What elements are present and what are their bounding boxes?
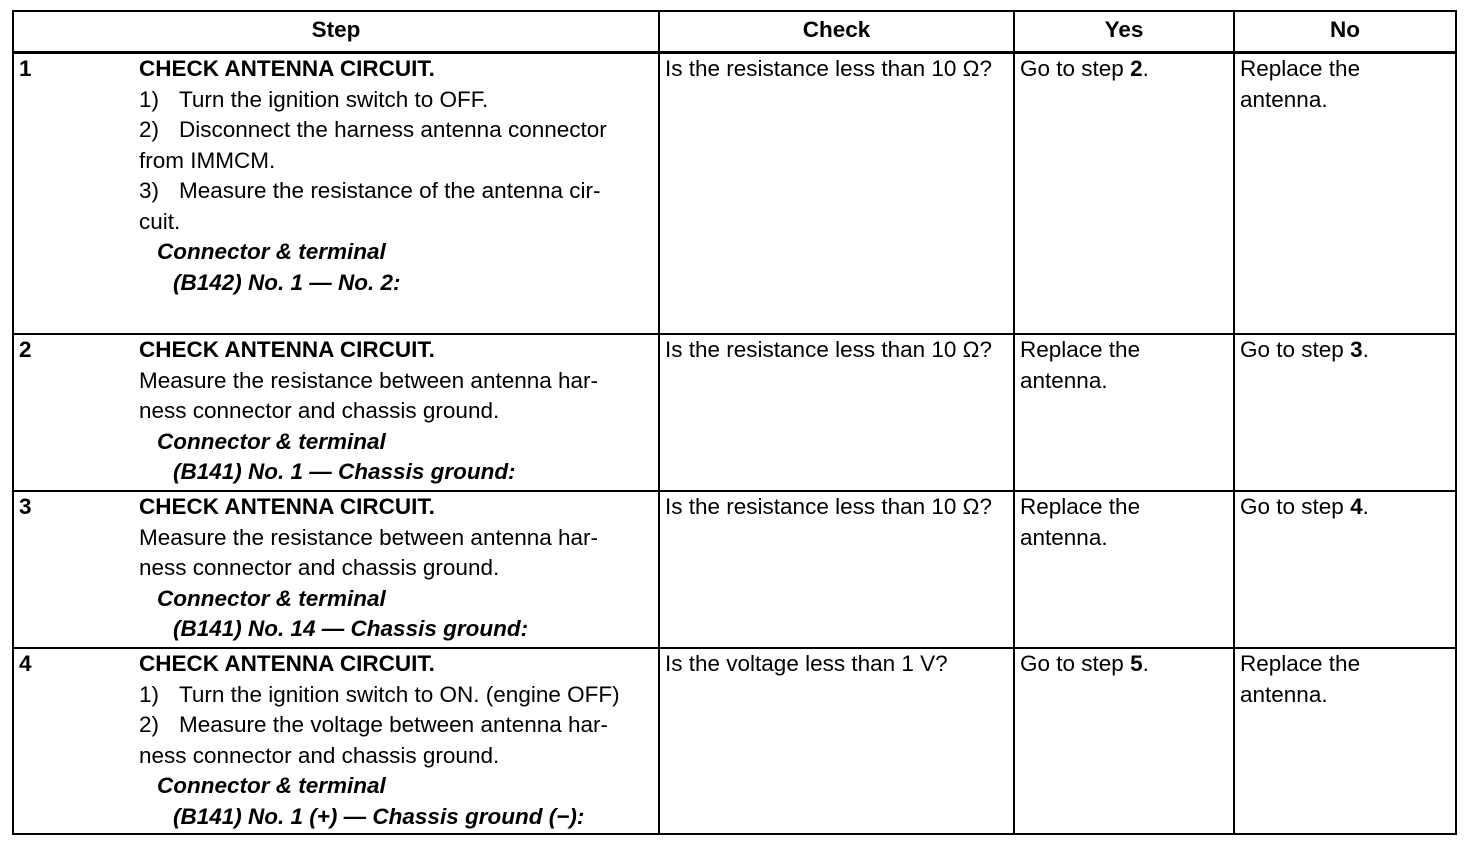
table-row xyxy=(13,648,1456,834)
instruction-line: 3) Measure the resistance of the antenna cir- xyxy=(139,178,601,203)
instruction-line: from IMMCM. xyxy=(139,147,276,173)
step-title: CHECK ANTENNA CIRCUIT. xyxy=(139,337,435,362)
step-cell xyxy=(13,491,659,648)
connector-label: Connector & terminal xyxy=(157,773,386,798)
step-title: CHECK ANTENNA CIRCUIT. xyxy=(139,56,435,81)
header-step: Step xyxy=(13,11,659,53)
instruction-line: Measure the resistance between antenna har- xyxy=(139,367,599,393)
connector-value: (B142) No. 1 — No. 2: xyxy=(173,269,401,295)
step-cell xyxy=(13,648,659,834)
instruction-line: ness connector and chassis ground. xyxy=(139,555,500,580)
check-cell: Is the resistance less than 10 Ω? xyxy=(659,491,1014,648)
step-number: 1 xyxy=(19,56,32,81)
yes-cell: Replace the antenna. xyxy=(1014,334,1234,491)
instruction-line: Measure the resistance between antenna har- xyxy=(139,524,599,550)
instruction-line: 2) Measure the voltage between antenna har- xyxy=(139,712,609,737)
instruction-line: 2) Disconnect the harness antenna connector xyxy=(139,117,607,142)
table-row xyxy=(13,491,1456,648)
yes-cell: Go to step 5. xyxy=(1014,648,1234,834)
instruction-line: ness connector and chassis ground. xyxy=(139,742,500,768)
connector-value: (B141) No. 1 (+) — Chassis ground (−): xyxy=(173,803,585,829)
instruction-line: 1) Turn the ignition switch to ON. (engine OFF) xyxy=(139,681,620,707)
step-cell xyxy=(13,53,659,335)
check-cell: Is the resistance less than 10 Ω? xyxy=(659,334,1014,491)
no-cell: Replace the antenna. xyxy=(1234,53,1456,335)
header-row xyxy=(13,11,1456,53)
no-cell: Go to step 4. xyxy=(1234,491,1456,648)
step-title: CHECK ANTENNA CIRCUIT. xyxy=(139,494,435,519)
no-cell: Go to step 3. xyxy=(1234,334,1456,491)
step-number: 3 xyxy=(19,494,32,519)
header-yes: Yes xyxy=(1014,11,1234,53)
connector-value: (B141) No. 1 — Chassis ground: xyxy=(173,459,516,484)
step-cell xyxy=(13,334,659,491)
no-cell: Replace the antenna. xyxy=(1234,648,1456,834)
header-no: No xyxy=(1234,11,1456,53)
connector-label: Connector & terminal xyxy=(157,428,386,454)
step-title: CHECK ANTENNA CIRCUIT. xyxy=(139,651,435,676)
instruction-line: 1) Turn the ignition switch to OFF. xyxy=(139,86,489,112)
check-cell: Is the resistance less than 10 Ω? xyxy=(659,53,1014,335)
diagnostic-table xyxy=(12,10,1457,835)
yes-cell: Go to step 2. xyxy=(1014,53,1234,335)
check-cell: Is the voltage less than 1 V? xyxy=(659,648,1014,834)
table-row xyxy=(13,334,1456,491)
yes-cell: Replace the antenna. xyxy=(1014,491,1234,648)
table-row xyxy=(13,53,1456,335)
header-check: Check xyxy=(659,11,1014,53)
instruction-line: cuit. xyxy=(139,208,181,234)
connector-label: Connector & terminal xyxy=(157,585,386,611)
step-number: 2 xyxy=(19,337,32,362)
connector-label: Connector & terminal xyxy=(157,239,386,264)
step-number: 4 xyxy=(19,651,32,676)
instruction-line: ness connector and chassis ground. xyxy=(139,398,500,423)
connector-value: (B141) No. 14 — Chassis ground: xyxy=(173,616,529,641)
